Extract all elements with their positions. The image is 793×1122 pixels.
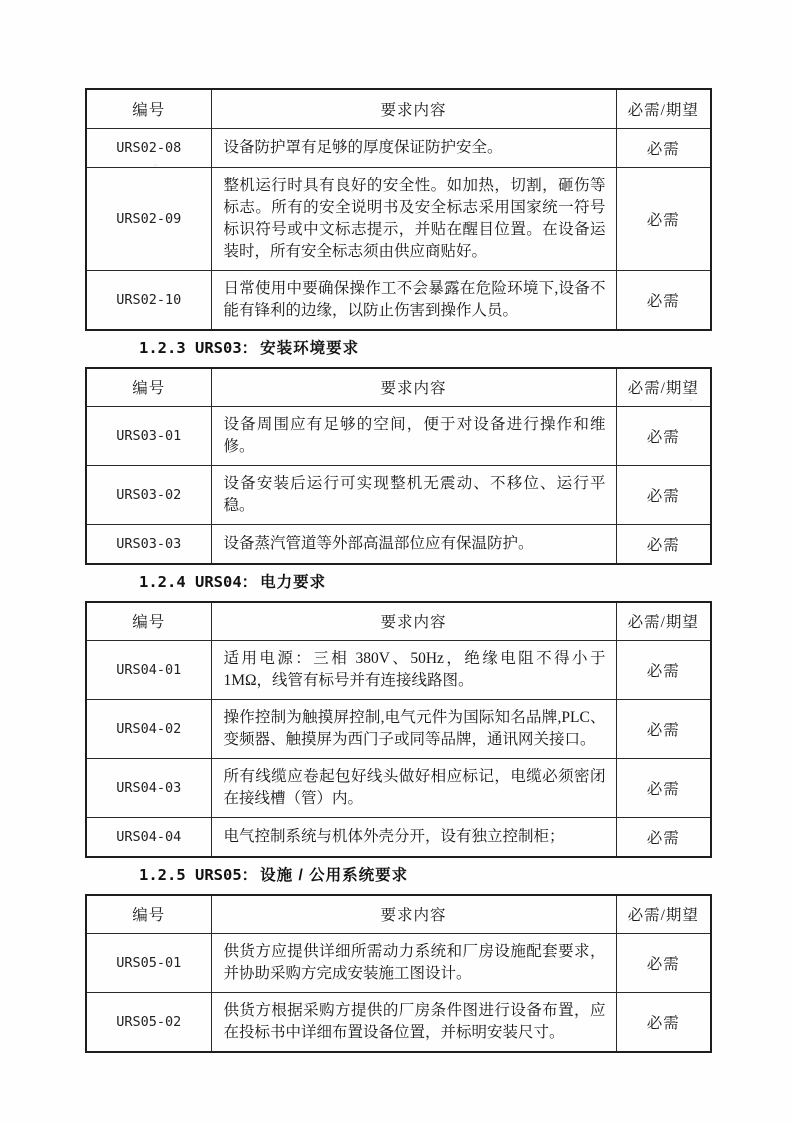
requirement-content: 适用电源：三相 380V、50Hz，绝缘电阻不得小于 1MΩ，线管有标号并有连接线路图。	[211, 641, 616, 700]
scan-speck	[690, 399, 692, 401]
table-body	[86, 128, 711, 330]
requirement-id: URS04-04	[86, 818, 211, 857]
requirement-priority: 必需	[616, 934, 711, 993]
section-heading-number: 1.2.5 URS05：	[139, 865, 258, 884]
requirement-content: 整机运行时具有良好的安全性。如加热，切割，砸伤等标志。所有的安全说明书及安全标志采用国家统一符号标识符号或中文标志提示，并贴在醒目位置。在设备运装时，所有安全标志须由供应商贴好。	[211, 167, 616, 270]
requirement-content: 供货方根据采购方提供的厂房条件图进行设备布置，应在投标书中详细布置设备位置，并标明安装尺寸。	[211, 993, 616, 1053]
requirement-content: 日常使用中要确保操作工不会暴露在危险环境下,设备不能有锋利的边缘，以防止伤害到操作人员。	[211, 270, 616, 330]
table-header-row	[86, 895, 711, 934]
section-heading-title: 安装环境要求	[260, 339, 360, 357]
table-row	[86, 466, 711, 525]
column-header-content: 要求内容	[211, 602, 616, 641]
requirement-id: URS02-08	[86, 128, 211, 167]
requirement-id: URS05-01	[86, 934, 211, 993]
requirement-content: 操作控制为触摸屏控制,电气元件为国际知名品牌,PLC、变频器、触摸屏为西门子或同等品牌，通讯网关接口。	[211, 700, 616, 759]
requirement-id: URS03-01	[86, 407, 211, 466]
section-heading-title: 设施 / 公用系统要求	[260, 866, 409, 884]
table-row	[86, 934, 711, 993]
requirement-content: 设备安装后运行可实现整机无震动、不移位、运行平稳。	[211, 466, 616, 525]
column-header-id: 编号	[86, 895, 211, 934]
requirement-content: 设备周围应有足够的空间，便于对设备进行操作和维修。	[211, 407, 616, 466]
requirement-id: URS02-09	[86, 167, 211, 270]
column-header-id: 编号	[86, 368, 211, 407]
table-body	[86, 407, 711, 564]
column-header-priority: 必需/期望	[616, 89, 711, 128]
table-header	[86, 368, 711, 407]
column-header-priority: 必需/期望	[616, 368, 711, 407]
requirement-id: URS03-03	[86, 525, 211, 564]
table-row	[86, 407, 711, 466]
column-header-content: 要求内容	[211, 895, 616, 934]
requirement-id: URS03-02	[86, 466, 211, 525]
table-row	[86, 818, 711, 857]
requirement-priority: 必需	[616, 759, 711, 818]
requirement-priority: 必需	[616, 270, 711, 330]
column-header-id: 编号	[86, 89, 211, 128]
section-heading-number: 1.2.3 URS03：	[139, 338, 258, 357]
section-heading	[139, 338, 710, 359]
requirement-content: 所有线缆应卷起包好线头做好相应标记，电缆必须密闭在接线槽（管）内。	[211, 759, 616, 818]
requirement-id: URS04-01	[86, 641, 211, 700]
table-row	[86, 270, 711, 330]
table-row	[86, 525, 711, 564]
scan-speck	[362, 544, 365, 546]
requirement-priority: 必需	[616, 466, 711, 525]
column-header-priority: 必需/期望	[616, 895, 711, 934]
requirement-content: 设备蒸汽管道等外部高温部位应有保温防护。	[211, 525, 616, 564]
table-header	[86, 602, 711, 641]
table-header-row	[86, 89, 711, 128]
requirement-id: URS04-03	[86, 759, 211, 818]
requirement-id: URS02-10	[86, 270, 211, 330]
table-body	[86, 934, 711, 1053]
table-row	[86, 700, 711, 759]
table-row	[86, 641, 711, 700]
table-row	[86, 167, 711, 270]
document-body	[85, 88, 710, 1053]
table-row	[86, 759, 711, 818]
table-row	[86, 128, 711, 167]
table-header-row	[86, 368, 711, 407]
column-header-id: 编号	[86, 602, 211, 641]
requirement-priority: 必需	[616, 700, 711, 759]
requirements-table	[85, 894, 712, 1054]
requirement-priority: 必需	[616, 128, 711, 167]
column-header-content: 要求内容	[211, 368, 616, 407]
section-heading-number: 1.2.4 URS04：	[139, 572, 258, 591]
table-body	[86, 641, 711, 857]
column-header-content: 要求内容	[211, 89, 616, 128]
requirement-priority: 必需	[616, 167, 711, 270]
column-header-priority: 必需/期望	[616, 602, 711, 641]
section-heading-title: 电力要求	[260, 573, 327, 591]
requirement-id: URS05-02	[86, 993, 211, 1053]
section-heading	[139, 572, 710, 593]
section-heading	[139, 865, 710, 886]
table-header	[86, 89, 711, 128]
requirements-table	[85, 367, 712, 565]
requirements-table	[85, 601, 712, 858]
scan-speck	[154, 164, 157, 166]
table-header	[86, 895, 711, 934]
table-row	[86, 993, 711, 1053]
scan-speck	[433, 547, 435, 549]
requirement-content: 设备防护罩有足够的厚度保证防护安全。	[211, 128, 616, 167]
requirement-priority: 必需	[616, 641, 711, 700]
requirement-id: URS04-02	[86, 700, 211, 759]
requirement-priority: 必需	[616, 818, 711, 857]
requirement-content: 电气控制系统与机体外壳分开，设有独立控制柜；	[211, 818, 616, 857]
requirement-content: 供货方应提供详细所需动力系统和厂房设施配套要求，并协助采购方完成安装施工图设计。	[211, 934, 616, 993]
requirements-table	[85, 88, 712, 331]
requirement-priority: 必需	[616, 525, 711, 564]
requirement-priority: 必需	[616, 993, 711, 1053]
table-header-row	[86, 602, 711, 641]
requirement-priority: 必需	[616, 407, 711, 466]
